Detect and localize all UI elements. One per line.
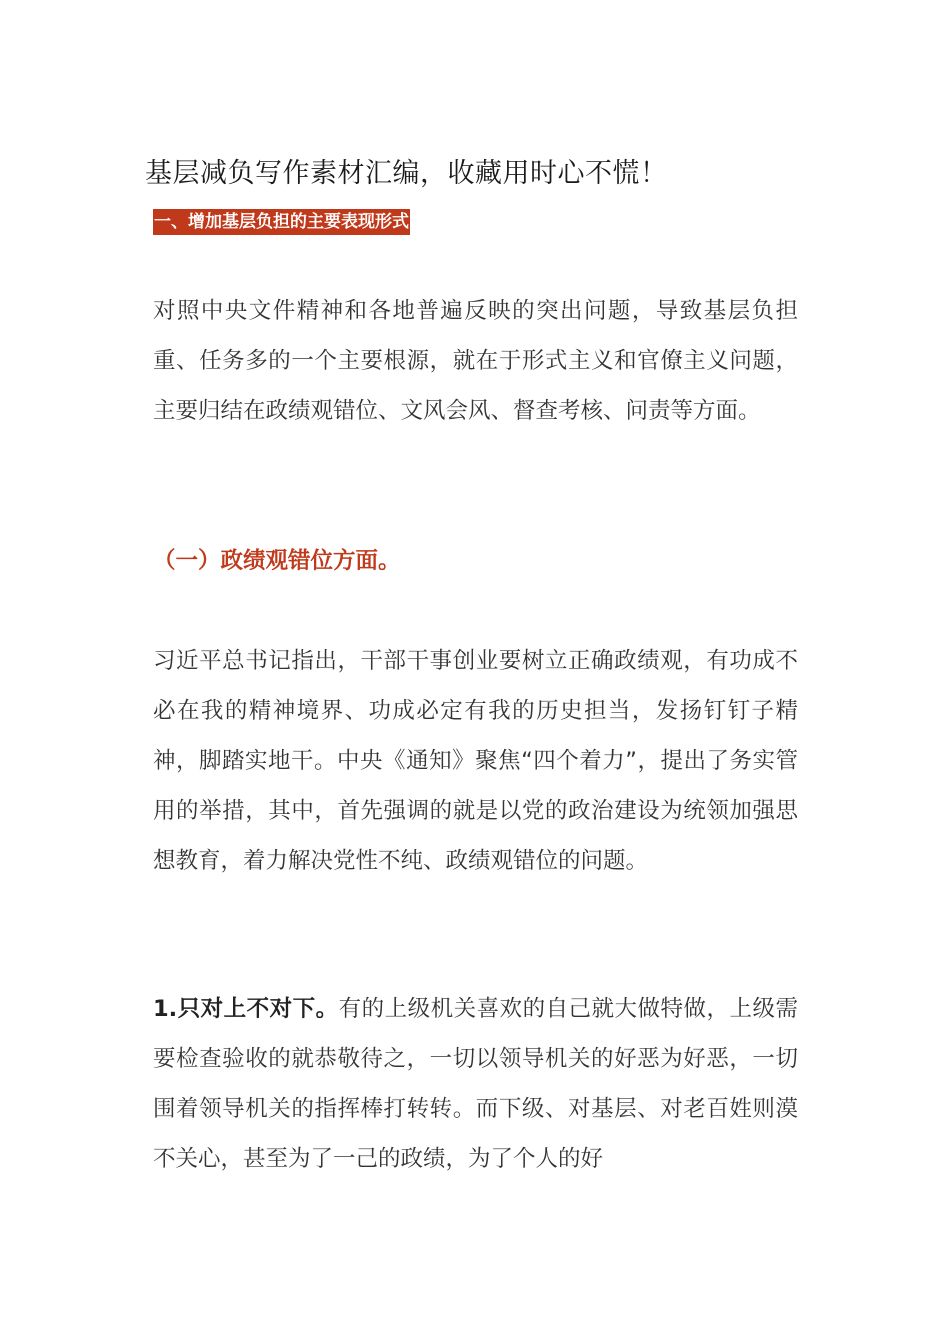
section-label-highlight: 一、增加基层负担的主要表现形式 [153, 209, 410, 235]
item-1-text: 有的上级机关喜欢的自己就大做特做，上级需要检查验收的就恭敬待之，一切以领导机关的好恶为好恶，一切围着领导机关的指挥棒打转转。而下级、对基层、对老百姓则漠不关心，甚至为了一己的政绩，为了个人的好 [153, 996, 798, 1172]
subsection-heading: （一）政绩观错位方面。 [153, 548, 401, 574]
item-1-lead: 1.只对上不对下。 [153, 996, 339, 1022]
item-1-paragraph [153, 984, 798, 1184]
document-title: 基层减负写作素材汇编，收藏用时心不慌！ [145, 158, 668, 189]
intro-paragraph: 对照中央文件精神和各地普遍反映的突出问题，导致基层负担重、任务多的一个主要根源，就在于形式主义和官僚主义问题，主要归结在政绩观错位、文风会风、督查考核、问责等方面。 [153, 298, 798, 424]
xi-quote-paragraph: 习近平总书记指出，干部干事创业要树立正确政绩观，有功成不必在我的精神境界、功成必定有我的历史担当，发扬钉钉子精神，脚踏实地干。中央《通知》聚焦“四个着力”，提出了务实管用的举措，其中，首先强调的就是以党的政治建设为统领加强思想教育，着力解决党性不纯、政绩观错位的问题。 [153, 648, 798, 874]
